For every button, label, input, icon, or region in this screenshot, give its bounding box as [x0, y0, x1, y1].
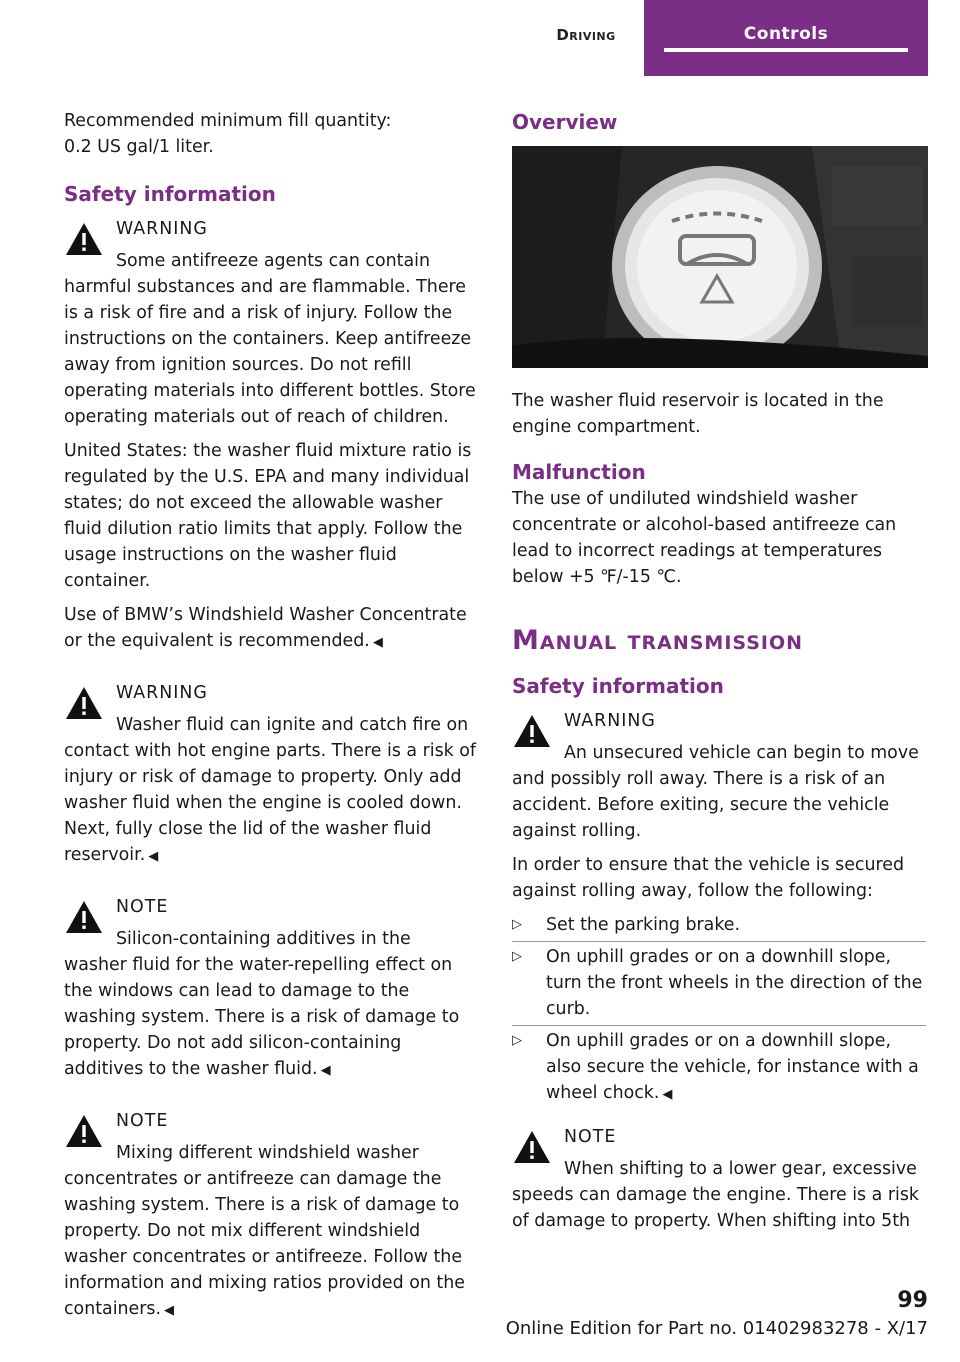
- warning-block: [64, 678, 478, 870]
- list-item-text: Set the parking brake.: [546, 915, 741, 935]
- reservoir-photo: [512, 146, 928, 368]
- warning-title: WARNING: [116, 683, 208, 703]
- safety-heading: Safety information: [512, 674, 724, 698]
- header-tabs: [528, 0, 928, 76]
- tab-controls[interactable]: [644, 0, 928, 76]
- note-text: Silicon-containing additives in the washer fluid for the water-repelling effect on the windows can lead to damage to the washing system. There is a risk of damage to property. Do not add silicon-containing additives to the washer fluid.: [64, 929, 460, 1079]
- warning-block: [64, 214, 478, 430]
- warning-triangle-icon: [64, 220, 104, 258]
- bmw-text: Use of BMW’s Windshield Washer Concentrate or the equivalent is recommended.: [64, 605, 467, 651]
- warning-title: WARNING: [564, 711, 656, 731]
- warning-triangle-icon: [512, 712, 552, 750]
- manual-transmission-heading: Manual transmission: [512, 625, 804, 656]
- end-mark-icon: ◀: [662, 1087, 673, 1102]
- list-item-text: On uphill grades or on a downhill slope, also secure the vehicle, for instance with a wheel chock.: [546, 1031, 919, 1103]
- end-mark-icon: ◀: [164, 1303, 174, 1318]
- warning-text: An unsecured vehicle can begin to move and possibly roll away. There is a risk of an accident. Before exiting, secure the vehicle against rolling.: [512, 743, 919, 841]
- tab-driving[interactable]: Driving: [556, 26, 616, 44]
- overview-text: The washer fluid reservoir is located in the engine compartment.: [512, 391, 884, 437]
- warning-triangle-icon: [64, 1112, 104, 1150]
- footer-edition: Online Edition for Part no. 01402983278 - X/17: [505, 1318, 928, 1339]
- list-item-text: On uphill grades or on a downhill slope, turn the front wheels in the direction of the curb.: [546, 947, 923, 1019]
- warning-title: WARNING: [116, 219, 208, 239]
- list-item: [512, 912, 926, 938]
- left-column: [64, 108, 478, 1332]
- warning-triangle-icon: [512, 1128, 552, 1166]
- ensure-paragraph: In order to ensure that the vehicle is secured against rolling away, follow the following:: [512, 855, 905, 901]
- overview-heading: Overview: [512, 110, 618, 134]
- note-title: NOTE: [564, 1127, 617, 1147]
- note-block: [512, 1122, 926, 1234]
- end-mark-icon: ◀: [320, 1063, 331, 1078]
- list-item: [512, 944, 926, 1022]
- safety-heading: Safety information: [64, 182, 276, 206]
- reservoir-cap-illustration: [512, 146, 928, 368]
- warning-block: [512, 706, 926, 844]
- us-paragraph: United States: the washer fluid mixture ratio is regulated by the U.S. EPA and many individual states; do not exceed the allowable washer fluid dilution ratio limits that apply. Follow the usage instructions on the washer fluid container.: [64, 441, 472, 591]
- note-text: When shifting to a lower gear, excessive speeds can damage the engine. There is a risk of damage to property. When shifting into 5th: [512, 1159, 919, 1231]
- bullet-triangle-icon: ▷: [512, 949, 522, 964]
- fill-value: 0.2 US gal/1 liter.: [64, 137, 214, 157]
- fill-label: Recommended minimum fill quantity:: [64, 111, 392, 131]
- warning-text: Some antifreeze agents can contain harmful substances and are flammable. There is a risk of fire and a risk of injury. Follow the instructions on the containers. Keep antifreeze away from ignition sources. Do not refill operating materials into different bottles. Store operating materials out of reach of children.: [64, 251, 476, 427]
- note-block: [64, 1106, 478, 1324]
- tab-controls-label: Controls: [664, 0, 908, 52]
- warning-triangle-icon: [64, 898, 104, 936]
- end-mark-icon: ◀: [148, 849, 159, 864]
- page-number: 99: [897, 1288, 928, 1313]
- warning-text: Washer fluid can ignite and catch fire on contact with hot engine parts. There is a risk of injury or risk of damage to property. Only add washer fluid when the engine is cooled down. Next, fully close the lid of the washer fluid reservoir.: [64, 715, 477, 865]
- bullet-triangle-icon: ▷: [512, 917, 522, 932]
- note-title: NOTE: [116, 1111, 169, 1131]
- note-text: Mixing different windshield washer concentrates or antifreeze can damage the washing system. There is a risk of damage to property. Do not mix different windshield washer concentrates or antifreeze. Follow the information and mixing ratios provided on the containers.: [64, 1143, 465, 1319]
- bullet-list: [512, 912, 926, 1108]
- right-column: [512, 108, 926, 1242]
- note-block: [64, 892, 478, 1084]
- malfunction-text: The use of undiluted windshield washer concentrate or alcohol-based antifreeze can lead to incorrect readings at temperatures below +5 ℉/-15 ℃.: [512, 489, 897, 587]
- list-item: [512, 1028, 926, 1108]
- bullet-triangle-icon: ▷: [512, 1033, 522, 1048]
- end-mark-icon: ◀: [372, 635, 383, 650]
- malfunction-heading: Malfunction: [512, 460, 646, 484]
- bmw-paragraph: [64, 602, 478, 656]
- note-title: NOTE: [116, 897, 169, 917]
- warning-triangle-icon: [64, 684, 104, 722]
